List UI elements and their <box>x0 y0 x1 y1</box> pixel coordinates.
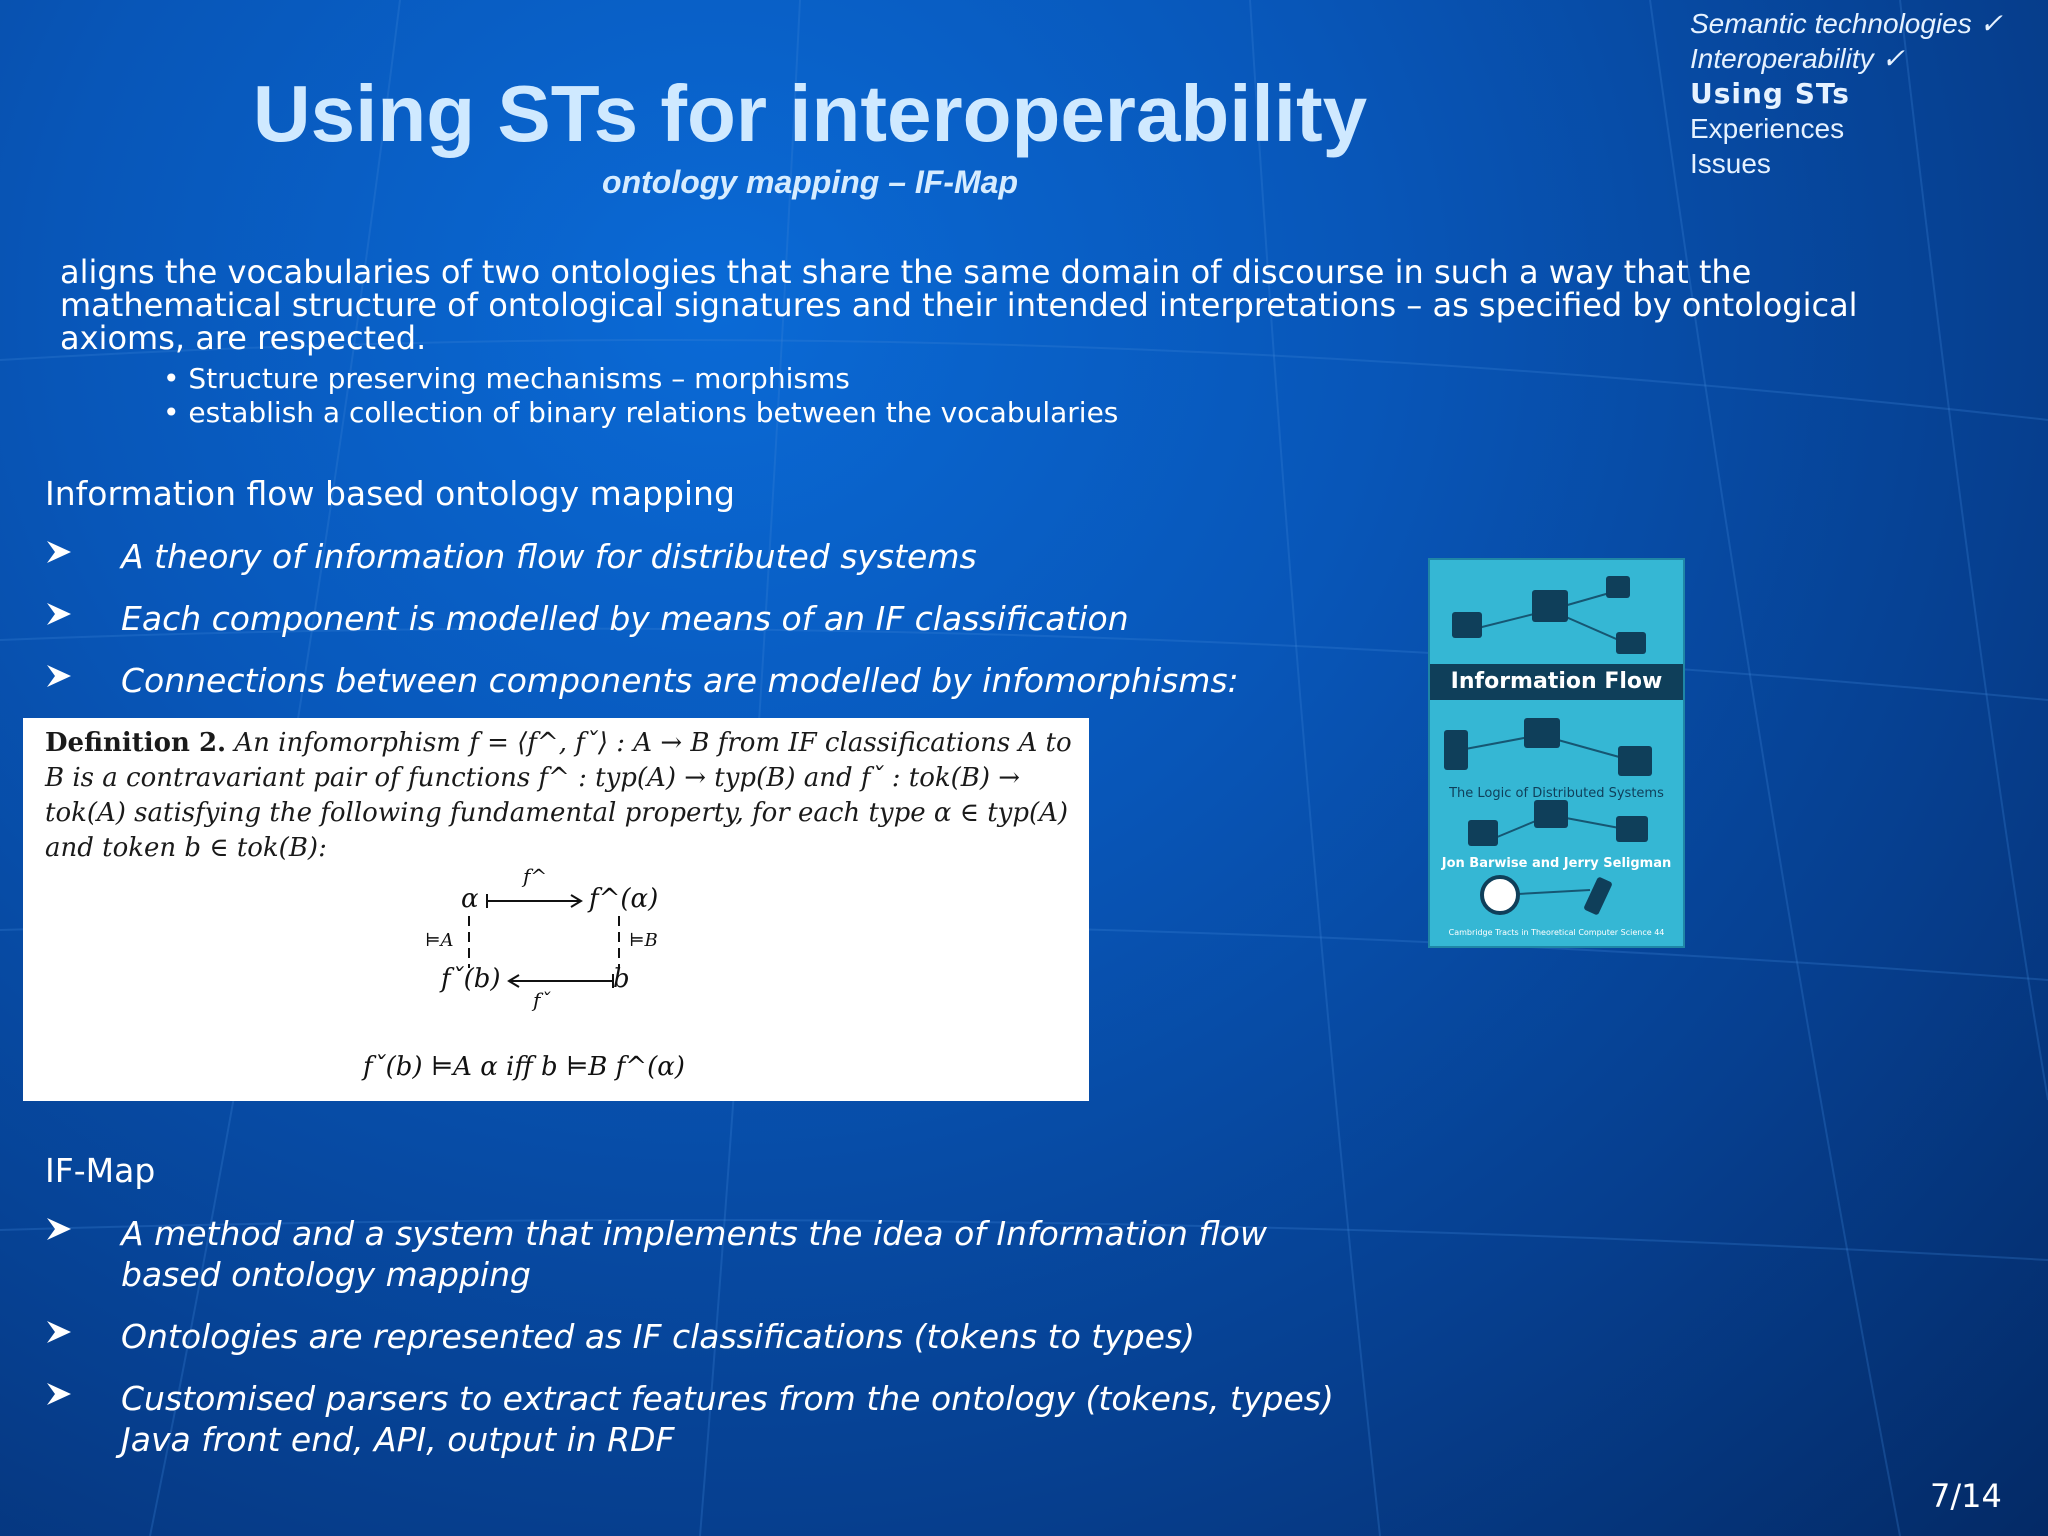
list-item <box>45 1316 1335 1357</box>
diagram-f-up-alpha: f^(α) <box>589 884 659 914</box>
list-item <box>45 1213 1335 1295</box>
nav-label: Using STs <box>1690 77 1850 110</box>
nav-label: Interoperability <box>1690 43 1874 74</box>
definition-formula: fˇ(b) ⊨A α iff b ⊨B f^(α) <box>363 1052 685 1082</box>
list-item-text: Ontologies are represented as IF classifications (tokens to types) <box>121 1317 1196 1356</box>
nav-label: Semantic technologies <box>1690 8 1972 39</box>
diagram-f-down-b: fˇ(b) <box>441 964 501 994</box>
list-item-text: A theory of information flow for distributed systems <box>121 537 977 576</box>
nav-item-semantic-technologies[interactable] <box>1690 6 2040 41</box>
check-icon: ✓ <box>1979 8 2003 39</box>
diagram-alpha: α <box>461 884 479 914</box>
arrowhead-bullet-icon <box>45 538 73 566</box>
intro-paragraph: aligns the vocabularies of two ontologies that share the same domain of discourse in such a way that the mathematical structure of ontological signatures and their intended interpretations – as specified by ontological axioms, are respected. <box>60 253 1858 357</box>
list-item-text: Connections between components are modelled by infomorphisms: <box>121 661 1239 700</box>
book-authors: Jon Barwise and Jerry Seligman <box>1441 856 1672 871</box>
intro-bullet-list <box>163 362 1118 430</box>
page-number: 7/14 <box>1930 1477 2002 1515</box>
nav-item-experiences[interactable] <box>1690 111 2040 146</box>
diagram-b: b <box>613 964 630 994</box>
definition-body: An infomorphism f = ⟨f^, fˇ⟩ : A → B from IF classifications A to B is a contravariant pair of functions f^ : typ(A) → typ(B) and fˇ : tok(B) → tok(A) satisfying the following fundamental property, for each type α ∈ typ(A) and token b ∈ tok(B): <box>45 728 1072 863</box>
diagram-f-up-label: f^ <box>523 864 548 888</box>
nav-item-interoperability[interactable] <box>1690 41 2040 76</box>
book-subtitle: The Logic of Distributed Systems <box>1449 786 1664 801</box>
topic-navigation <box>1690 6 2040 181</box>
arrowhead-bullet-icon <box>45 1380 73 1408</box>
section-heading-if-map: IF-Map <box>45 1151 156 1190</box>
check-icon: ✓ <box>1881 43 1905 74</box>
definition-image <box>23 718 1089 1101</box>
book-series: Cambridge Tracts in Theoretical Computer Science 44 <box>1448 928 1665 937</box>
list-item-text: Customised parsers to extract features from the ontology (tokens, types) Java front end, API, output in RDF <box>121 1379 1334 1459</box>
slide-title: Using STs for interoperability <box>252 69 1368 158</box>
definition-heading: Definition 2. <box>45 728 227 758</box>
nav-label: Issues <box>1690 148 1771 179</box>
book-illustration <box>1430 560 1683 946</box>
diagram-models-a: ⊨A <box>425 930 454 951</box>
arrowhead-bullet-icon <box>45 662 73 690</box>
arrowhead-bullet-icon <box>45 1318 73 1346</box>
nav-item-using-sts[interactable] <box>1690 76 2040 111</box>
arrowhead-bullet-icon <box>45 1215 73 1243</box>
infomorphism-diagram <box>23 718 1089 1101</box>
list-item <box>45 1378 1335 1460</box>
book-title: Information Flow <box>1430 664 1683 700</box>
intro-bullet: • Structure preserving mechanisms – morphisms <box>163 362 850 395</box>
list-item-text: A method and a system that implements the idea of Information flow based ontology mapping <box>121 1214 1267 1294</box>
section-heading-information-flow: Information flow based ontology mapping <box>45 474 735 513</box>
diagram-models-b: ⊨B <box>629 930 658 951</box>
slide-subtitle: ontology mapping – IF-Map <box>602 164 1018 200</box>
diagram-f-down-label: fˇ <box>533 988 551 1012</box>
list-item <box>45 660 1335 701</box>
list-item <box>45 536 1335 577</box>
nav-item-issues[interactable] <box>1690 146 2040 181</box>
list-item <box>45 598 1335 639</box>
book-cover-image <box>1428 558 1685 948</box>
nav-label: Experiences <box>1690 113 1845 144</box>
list-item-text: Each component is modelled by means of an IF classification <box>121 599 1129 638</box>
intro-bullet: • establish a collection of binary relations between the vocabularies <box>163 396 1119 429</box>
arrowhead-bullet-icon <box>45 600 73 628</box>
